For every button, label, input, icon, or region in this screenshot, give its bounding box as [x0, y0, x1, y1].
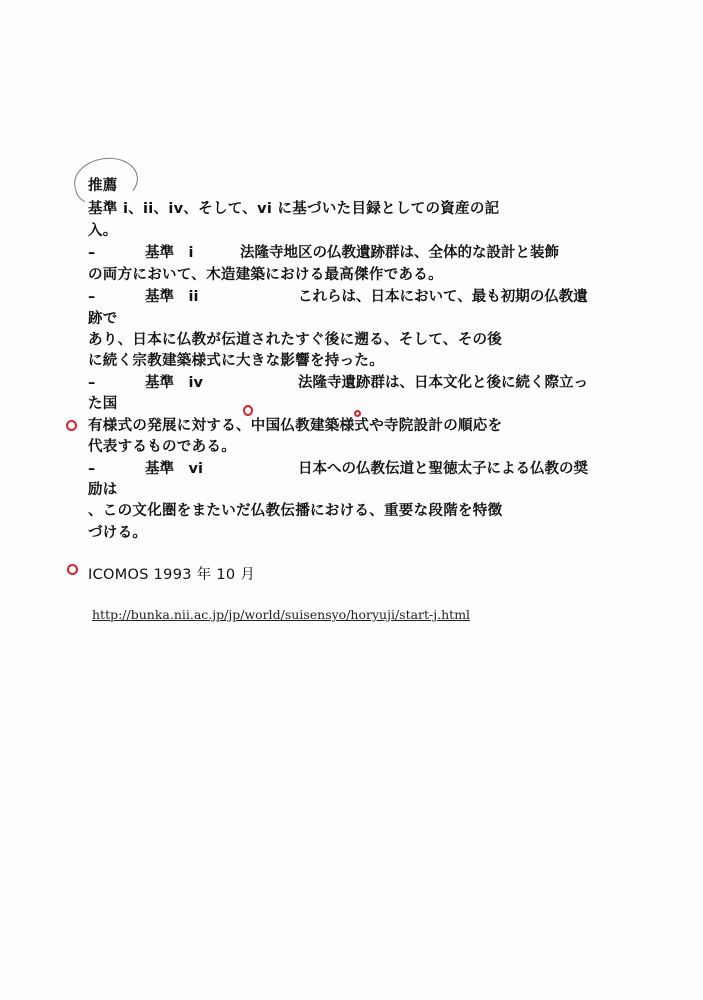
criterion-dash: –: [88, 289, 96, 305]
intro-line: 入。: [88, 223, 118, 239]
red-circle-mark: [243, 405, 253, 416]
source-url: http://bunka.nii.ac.jp/jp/world/suisensyo/horyuji/start-j.html: [92, 607, 471, 622]
criterion-text: た国: [88, 396, 118, 412]
criterion-text: 代表するものである。: [88, 439, 236, 455]
criterion-label: 基準 i: [145, 245, 194, 261]
criterion-text: 法隆寺遺跡群は、日本文化と後に続く際立っ: [298, 375, 588, 391]
criterion-text: 、この文化圏をまたいだ仏教伝播における、重要な段階を特徴: [88, 503, 503, 519]
criterion-text: これらは、日本において、最も初期の仏教遺: [298, 289, 588, 305]
criterion-text: 跡で: [88, 311, 118, 327]
red-circle-mark: [67, 564, 78, 575]
heading: 推薦: [88, 178, 118, 194]
intro-line: 基準 i、ii、iv、そして、vi に基づいた目録としての資産の記: [88, 201, 500, 217]
criterion-text: に続く宗教建築様式に大きな影響を持った。: [88, 353, 384, 369]
criterion-text: の両方において、木造建築における最高傑作である。: [88, 267, 443, 283]
criterion-text: づける。: [88, 525, 148, 541]
criterion-dash: –: [88, 461, 96, 477]
criterion-text: 励は: [88, 482, 118, 498]
criterion-text: 法隆寺地区の仏教遺跡群は、全体的な設計と装飾: [240, 245, 559, 261]
criterion-text: あり、日本に仏教が伝道されたすぐ後に遡る、そして、その後: [88, 332, 503, 348]
criterion-dash: –: [88, 375, 96, 391]
criterion-text: 有様式の発展に対する、中国仏教建築様式や寺院設計の順応を: [88, 418, 503, 434]
criterion-text: 日本への仏教伝道と聖徳太子による仏教の奨: [298, 461, 588, 477]
criterion-dash: –: [88, 245, 96, 261]
criterion-label: 基準 vi: [145, 461, 203, 477]
criterion-label: 基準 ii: [145, 289, 199, 305]
criterion-label: 基準 iv: [145, 375, 203, 391]
red-circle-mark: [66, 420, 77, 431]
source-line: ICOMOS 1993 年 10 月: [88, 567, 256, 583]
red-circle-mark: [354, 410, 361, 417]
